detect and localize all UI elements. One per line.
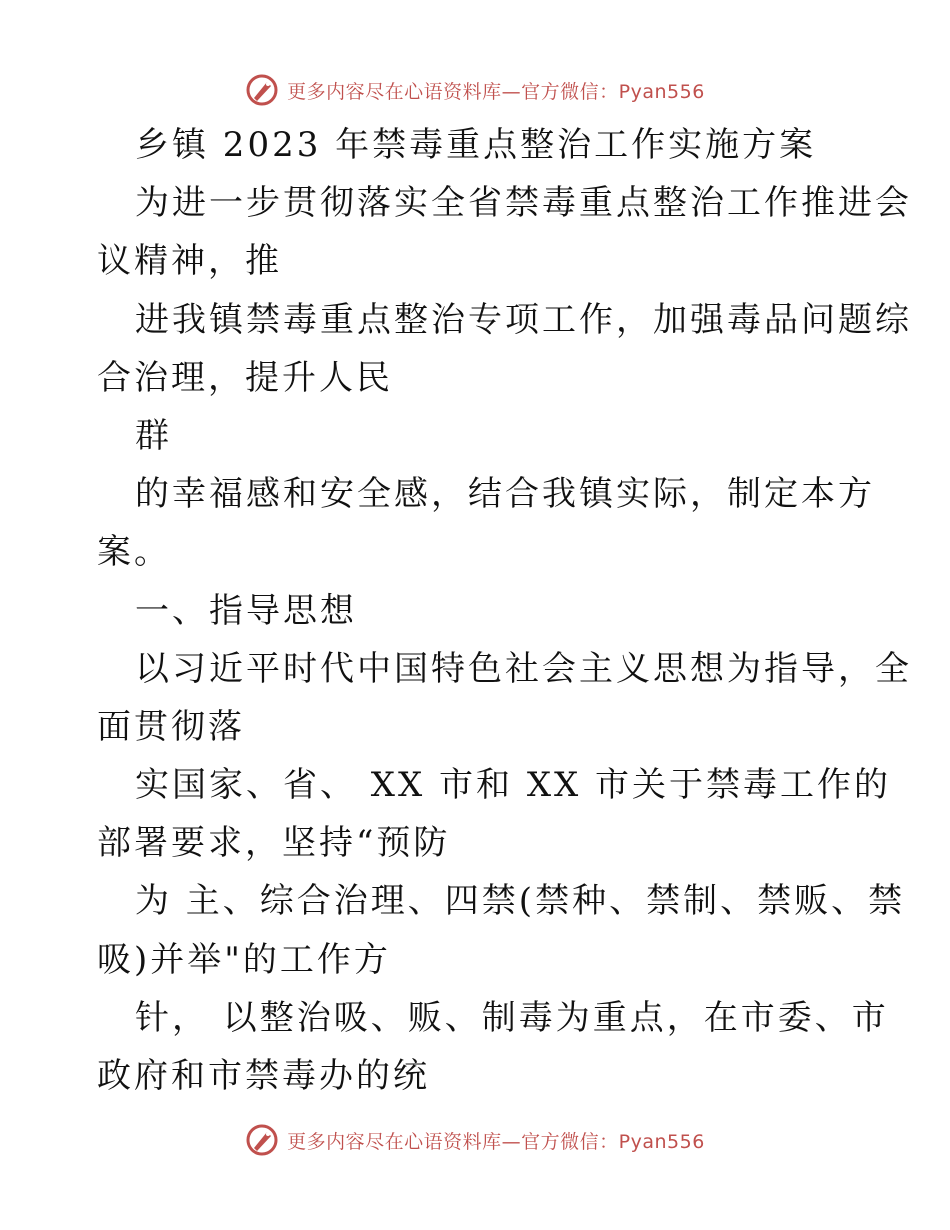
paragraph-line: 为进一步贯彻落实全省禁毒重点整治工作推进会 <box>135 183 912 224</box>
paragraph-line: 针， 以整治吸、贩、制毒为重点，在市委、市 <box>135 997 889 1038</box>
paragraph-line: 一、指导思想 <box>135 590 357 631</box>
paragraph-line: 的幸福感和安全感，结合我镇实际，制定本方 <box>135 474 875 515</box>
paragraph-line: 吸)并举"的工作方 <box>97 939 391 980</box>
pen-nib-icon <box>245 1123 279 1157</box>
paragraph-line: 群 <box>135 415 172 456</box>
paragraph-line: 实国家、省、 XX 市和 XX 市关于禁毒工作的 <box>135 765 892 806</box>
header-watermark <box>0 70 950 110</box>
watermark-text: 更多内容尽在心语资料库—官方微信：Pyan556 <box>287 80 705 103</box>
paragraph-line: 议精神，推 <box>97 241 282 282</box>
footer-watermark <box>0 1120 950 1160</box>
paragraph-line: 进我镇禁毒重点整治专项工作，加强毒品问题综 <box>135 299 912 340</box>
paragraph-line: 以习近平时代中国特色社会主义思想为指导，全 <box>135 648 912 689</box>
paragraph-line: 合治理，提升人民 <box>97 357 393 398</box>
paragraph-line: 政府和市禁毒办的统 <box>97 1056 430 1096</box>
document-title: 乡镇 2023 年禁毒重点整治工作实施方案 <box>135 125 817 165</box>
paragraph-line: 案。 <box>97 532 171 573</box>
document-body <box>97 116 912 1105</box>
paragraph-line: 为 主、综合治理、四禁(禁种、禁制、禁贩、禁 <box>135 881 906 922</box>
pen-nib-icon <box>245 73 279 107</box>
paragraph-line: 面贯彻落 <box>97 706 245 747</box>
paragraph-line: 部署要求，坚持“预防 <box>97 823 451 864</box>
watermark-text: 更多内容尽在心语资料库—官方微信：Pyan556 <box>287 1130 705 1153</box>
